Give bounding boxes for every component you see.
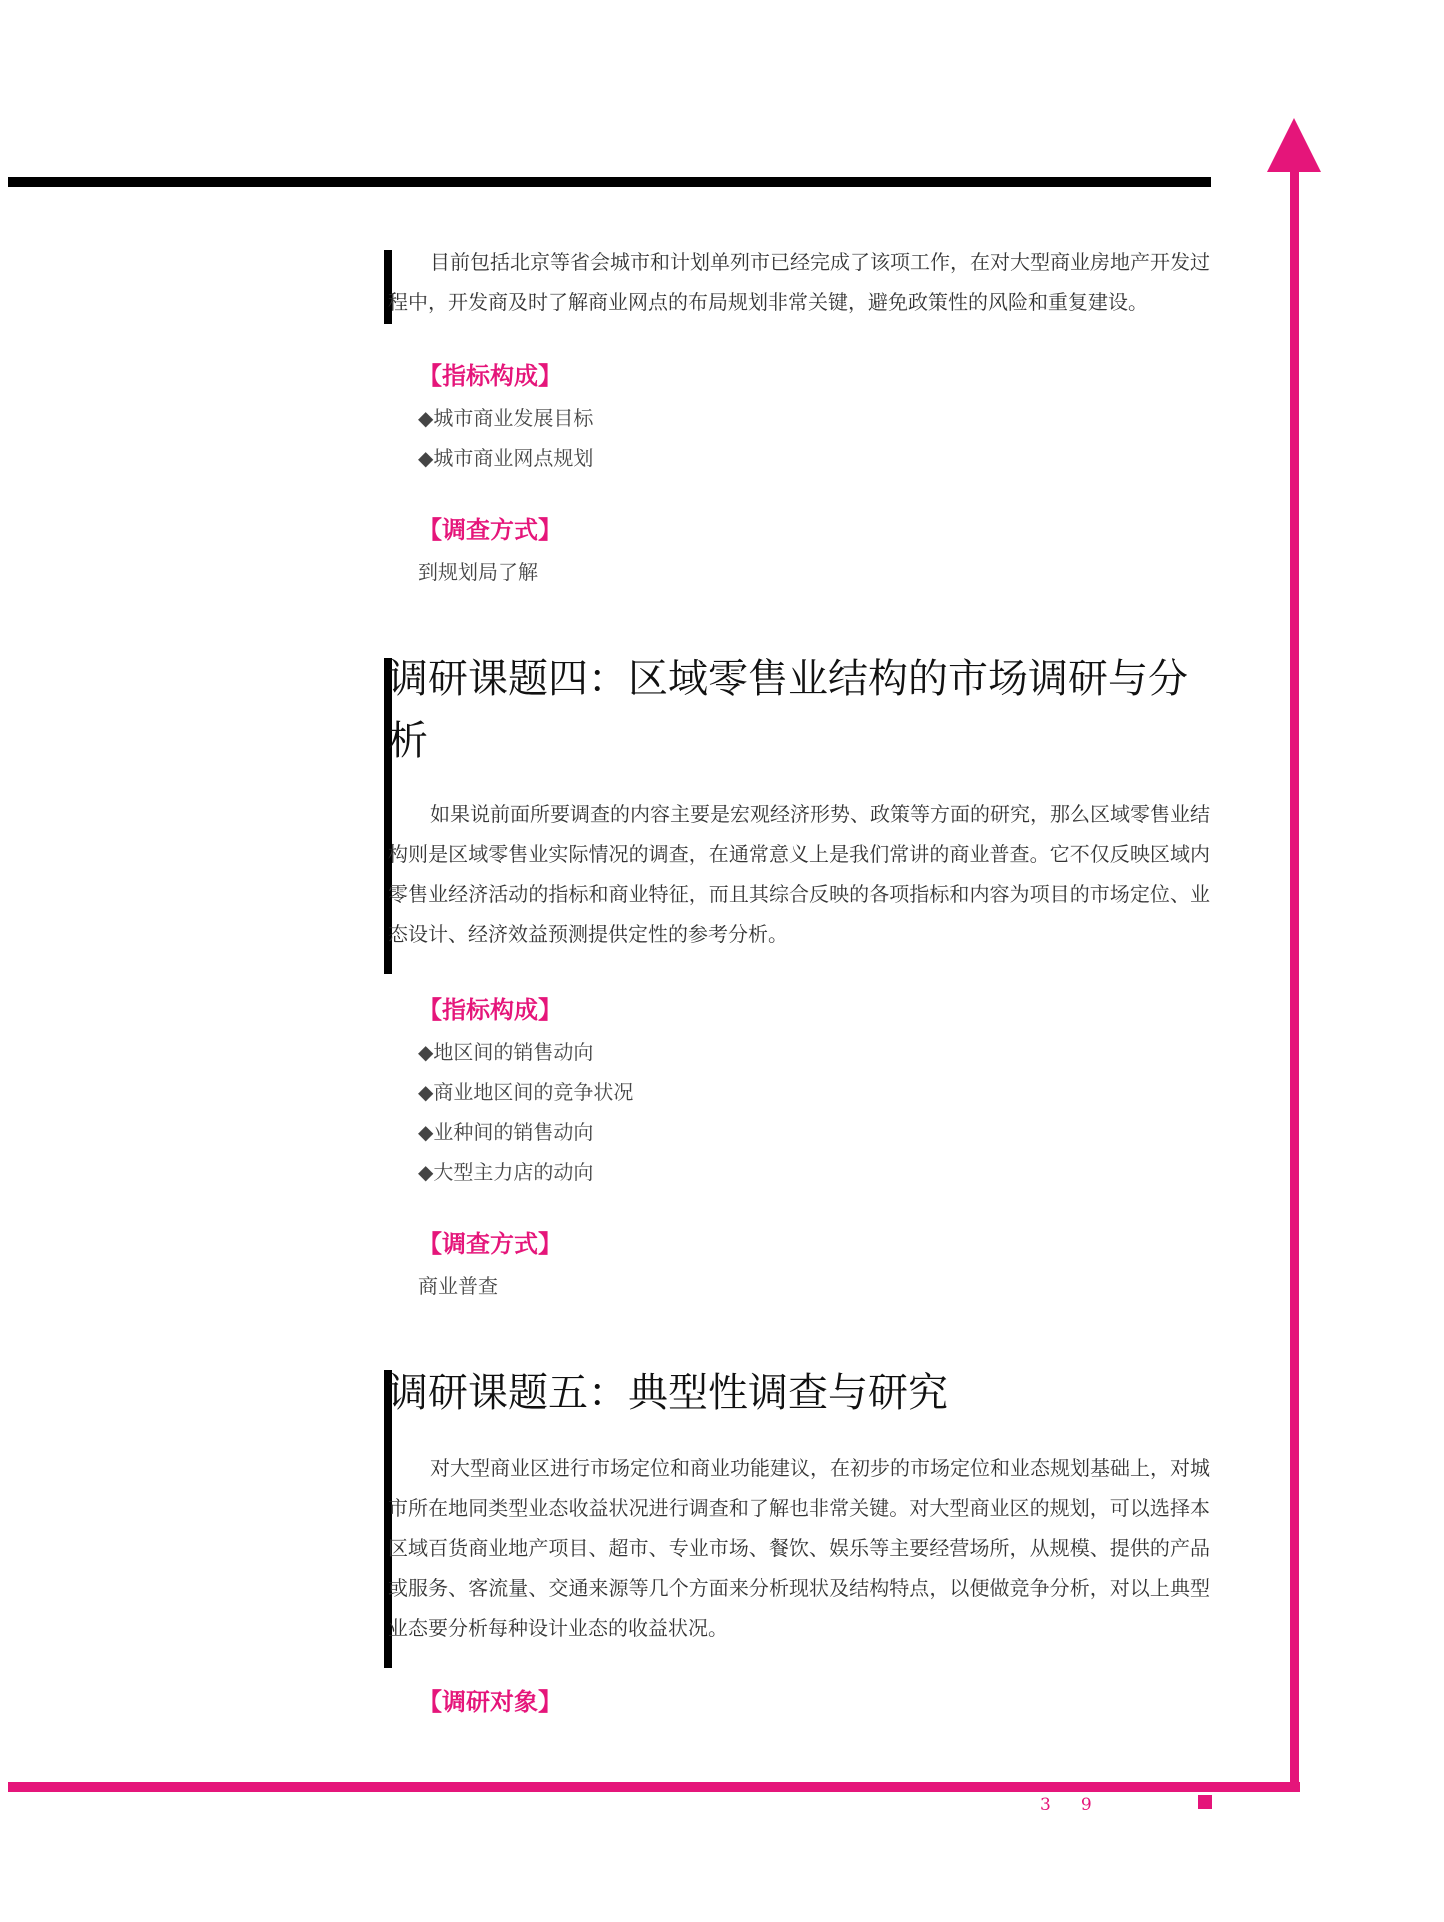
method-label: 【调查方式】 [418,1230,562,1258]
section-paragraph: 对大型商业区进行市场定位和商业功能建议，在初步的市场定位和业态规划基础上，对城市所在地同类型业态收益状况进行调查和了解也非常关键。对大型商业区的规划，可以选择本区域百货商业地产项目、超市、专业市场、餐饮、娱乐等主要经营场所，从规模、提供的产品或服务、客流量、交通来源等几个方面来分析现状及结构特点，以便做竞争分析，对以上典型业态要分析每种设计业态的收益状况。 [388,1456,1210,1640]
method-text: 到规划局了解 [418,560,538,584]
indicators-label: 【指标构成】 [418,362,562,390]
indicator-item: ◆商业地区间的竞争状况 [418,1080,634,1104]
indicators-label: 【指标构成】 [418,996,562,1024]
section-paragraph: 如果说前面所要调查的内容主要是宏观经济形势、政策等方面的研究，那么区域零售业结构则是区域零售业实际情况的调查，在通常意义上是我们常讲的商业普查。它不仅反映区域内零售业经济活动的指标和商业特征，而且其综合反映的各项指标和内容为项目的市场定位、业态设计、经济效益预测提供定性的参考分析。 [388,802,1210,946]
page-number: 39 [1040,1795,1122,1815]
section-title: 调研课题五：典型性调查与研究 [388,1370,948,1416]
indicator-item: ◆城市商业网点规划 [418,446,594,470]
indicator-item: ◆业种间的销售动向 [418,1120,594,1144]
indicator-item: ◆城市商业发展目标 [418,406,594,430]
section-title: 调研课题四：区域零售业结构的市场调研与分析 [388,656,1188,764]
research-object-label: 【调研对象】 [418,1688,562,1716]
intro-paragraph: 目前包括北京等省会城市和计划单列市已经完成了该项工作，在对大型商业房地产开发过程中，开发商及时了解商业网点的布局规划非常关键，避免政策性的风险和重复建设。 [388,250,1210,314]
arrow-up-icon [1267,118,1321,172]
indicator-item: ◆大型主力店的动向 [418,1160,594,1184]
corner-square-icon [1198,1795,1212,1809]
method-text: 商业普查 [418,1274,498,1298]
top-rule [8,177,1211,187]
bottom-rule [8,1782,1300,1792]
method-label: 【调查方式】 [418,516,562,544]
right-arrow-line [1290,166,1299,1792]
indicator-item: ◆地区间的销售动向 [418,1040,594,1064]
